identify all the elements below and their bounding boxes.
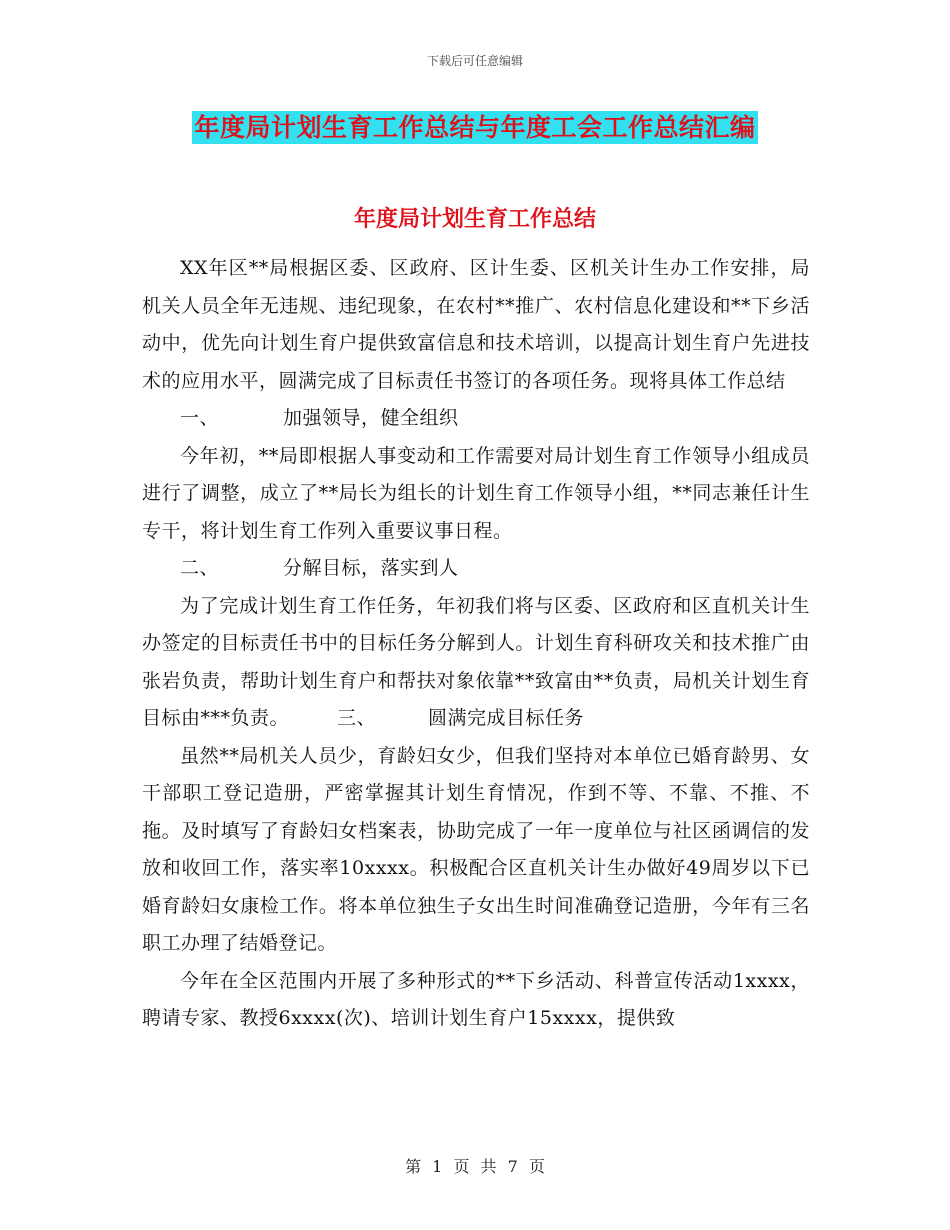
heading-3-text: 圆满完成目标任务 xyxy=(428,707,585,729)
page-number: 第 1 页 共 7 页 xyxy=(405,1157,545,1176)
page-header: 下载后可任意编辑 xyxy=(426,54,523,68)
heading-2-text: 分解目标，落实到人 xyxy=(283,557,459,579)
heading-1 xyxy=(142,400,810,438)
paragraph-activities: 今年在全区范围内开展了多种形式的**下乡活动、科普宣传活动1xxxx，聘请专家、教授6xxxx(次)、培训计划生育户15xxxx，提供致 xyxy=(142,969,810,1029)
paragraph-targets xyxy=(142,588,810,738)
section-title: 年度局计划生育工作总结 xyxy=(353,207,596,232)
heading-2 xyxy=(142,550,810,588)
main-title-text: 年度局计划生育工作总结与年度工会工作总结汇编 xyxy=(194,113,756,142)
heading-1-number: 一、 xyxy=(180,407,220,429)
document-body xyxy=(142,250,810,1038)
paragraph-leadership: 今年初，**局即根据人事变动和工作需要对局计划生育工作领导小组成员进行了调整，成立了**局长为组长的计划生育工作领导小组，**同志兼任计生专干，将计划生育工作列入重要议事日程。 xyxy=(142,444,810,542)
document-main-title xyxy=(0,108,950,144)
paragraph-targets-text: 为了完成计划生育工作任务，年初我们将与区委、区政府和区直机关计生办签定的目标责任书中的目标任务分解到人。计划生育科研攻关和技术推广由张岩负责，帮助计划生育户和帮扶对象依靠**致富由**负责，局机关计划生育目标由***负责。 xyxy=(142,594,810,729)
paragraph-tasks: 虽然**局机关人员少，育龄妇女少，但我们坚持对本单位已婚育龄男、女干部职工登记造册，严密掌握其计划生育情况，作到不等、不靠、不推、不拖。及时填写了育龄妇女档案表，协助完成了一年一度单位与社区函调信的发放和收回工作，落实率10xxxx。积极配合区直机关计生办做好49周岁以下已婚育龄妇女康检工作。将本单位独生子女出生时间准确登记造册，今年有三名职工办理了结婚登记。 xyxy=(142,744,810,954)
paragraph-intro: XX年区**局根据区委、区政府、区计生委、区机关计生办工作安排，局机关人员全年无违规、违纪现象，在农村**推广、农村信息化建设和**下乡活动中，优先向计划生育户提供致富信息和技术培训，以提高计划生育户先进技术的应用水平，圆满完成了目标责任书签订的各项任务。现将具体工作总结 xyxy=(142,257,810,392)
heading-3-number: 三、 xyxy=(337,707,377,729)
heading-2-number: 二、 xyxy=(180,557,220,579)
heading-1-text: 加强领导，健全组织 xyxy=(283,407,459,429)
